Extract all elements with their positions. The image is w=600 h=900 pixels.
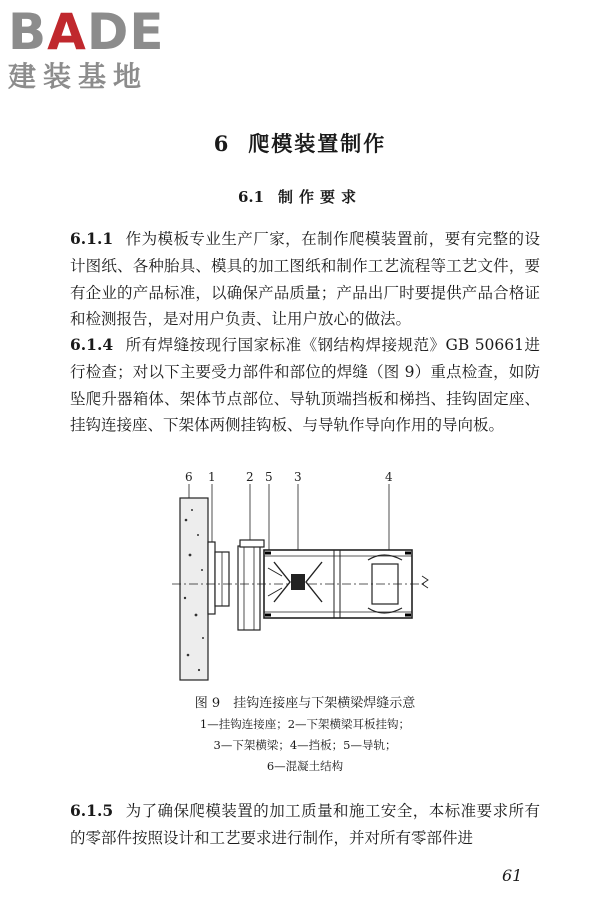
clause-6-1-5 — [70, 798, 540, 852]
clause-number: 6.1.4 — [70, 335, 114, 354]
chapter-heading — [0, 128, 600, 158]
caption-title: 图 9 挂钩连接座与下架横梁焊缝示意 — [194, 696, 416, 711]
figure-9-drawing — [172, 470, 440, 685]
logo-subtitle: 建装基地 — [8, 60, 149, 93]
guide-rail — [238, 546, 260, 630]
leader-lines — [189, 484, 389, 550]
hook-ear-plate — [240, 540, 264, 547]
clause-text: 作为模板专业生产厂家，在制作爬模装置前，要有完整的设计图纸、各种胎具、模具的加工图纸和制作工艺流程等工艺文件，要有企业的产品标准，以确保产品质量；产品出厂时要提供产品合格证和检测报告，是对用户负责、让用户放心的做法。 — [70, 230, 540, 329]
figure-label-1: 1 — [208, 470, 216, 484]
caption-legend-line: 3—下架横梁；4—挡板；5—导轨； — [213, 738, 397, 752]
figure-label-6: 6 — [185, 470, 193, 484]
page-number: 61 — [502, 866, 523, 885]
section-title: 制作要求 — [278, 188, 363, 206]
clause-number: 6.1.1 — [70, 229, 114, 248]
logo-wordmark: BADE — [8, 3, 165, 61]
clause-number: 6.1.5 — [70, 801, 114, 820]
chapter-title: 爬模装置制作 — [248, 131, 387, 156]
figure-label-5: 5 — [265, 470, 273, 484]
figure-label-3: 3 — [294, 470, 302, 484]
clause-6-1-1 — [70, 226, 540, 333]
caption-legend-line: 6—混凝土结构 — [266, 759, 344, 773]
bade-logo — [8, 3, 178, 94]
hook-connection-seat — [208, 542, 229, 614]
figure-label-4: 4 — [385, 470, 393, 484]
section-heading — [0, 186, 600, 207]
clause-text: 所有焊缝按现行国家标准《钢结构焊接规范》GB 50661进行检查；对以下主要受力部件和部位的焊缝（图 9）重点检查，如防坠爬升器箱体、架体节点部位、导轨顶端挡板和梯挡、挂钩固定座、挂钩连接座、下架体两侧挂钩板、与导轨作导向作用的导向板。 — [70, 336, 540, 435]
figure-label-2: 2 — [246, 470, 254, 484]
clause-text: 为了确保爬模装置的加工质量和施工安全，本标准要求所有的零部件按照设计和工艺要求进行制作，并对所有零部件进 — [70, 802, 540, 847]
clause-6-1-4 — [70, 332, 540, 439]
figure-caption — [60, 693, 550, 777]
concrete-structure — [180, 498, 208, 680]
chapter-number: 6 — [213, 131, 231, 156]
section-number: 6.1 — [237, 188, 265, 206]
caption-legend-line: 1—挂钩连接座；2—下架横梁耳板挂钩； — [199, 717, 411, 731]
